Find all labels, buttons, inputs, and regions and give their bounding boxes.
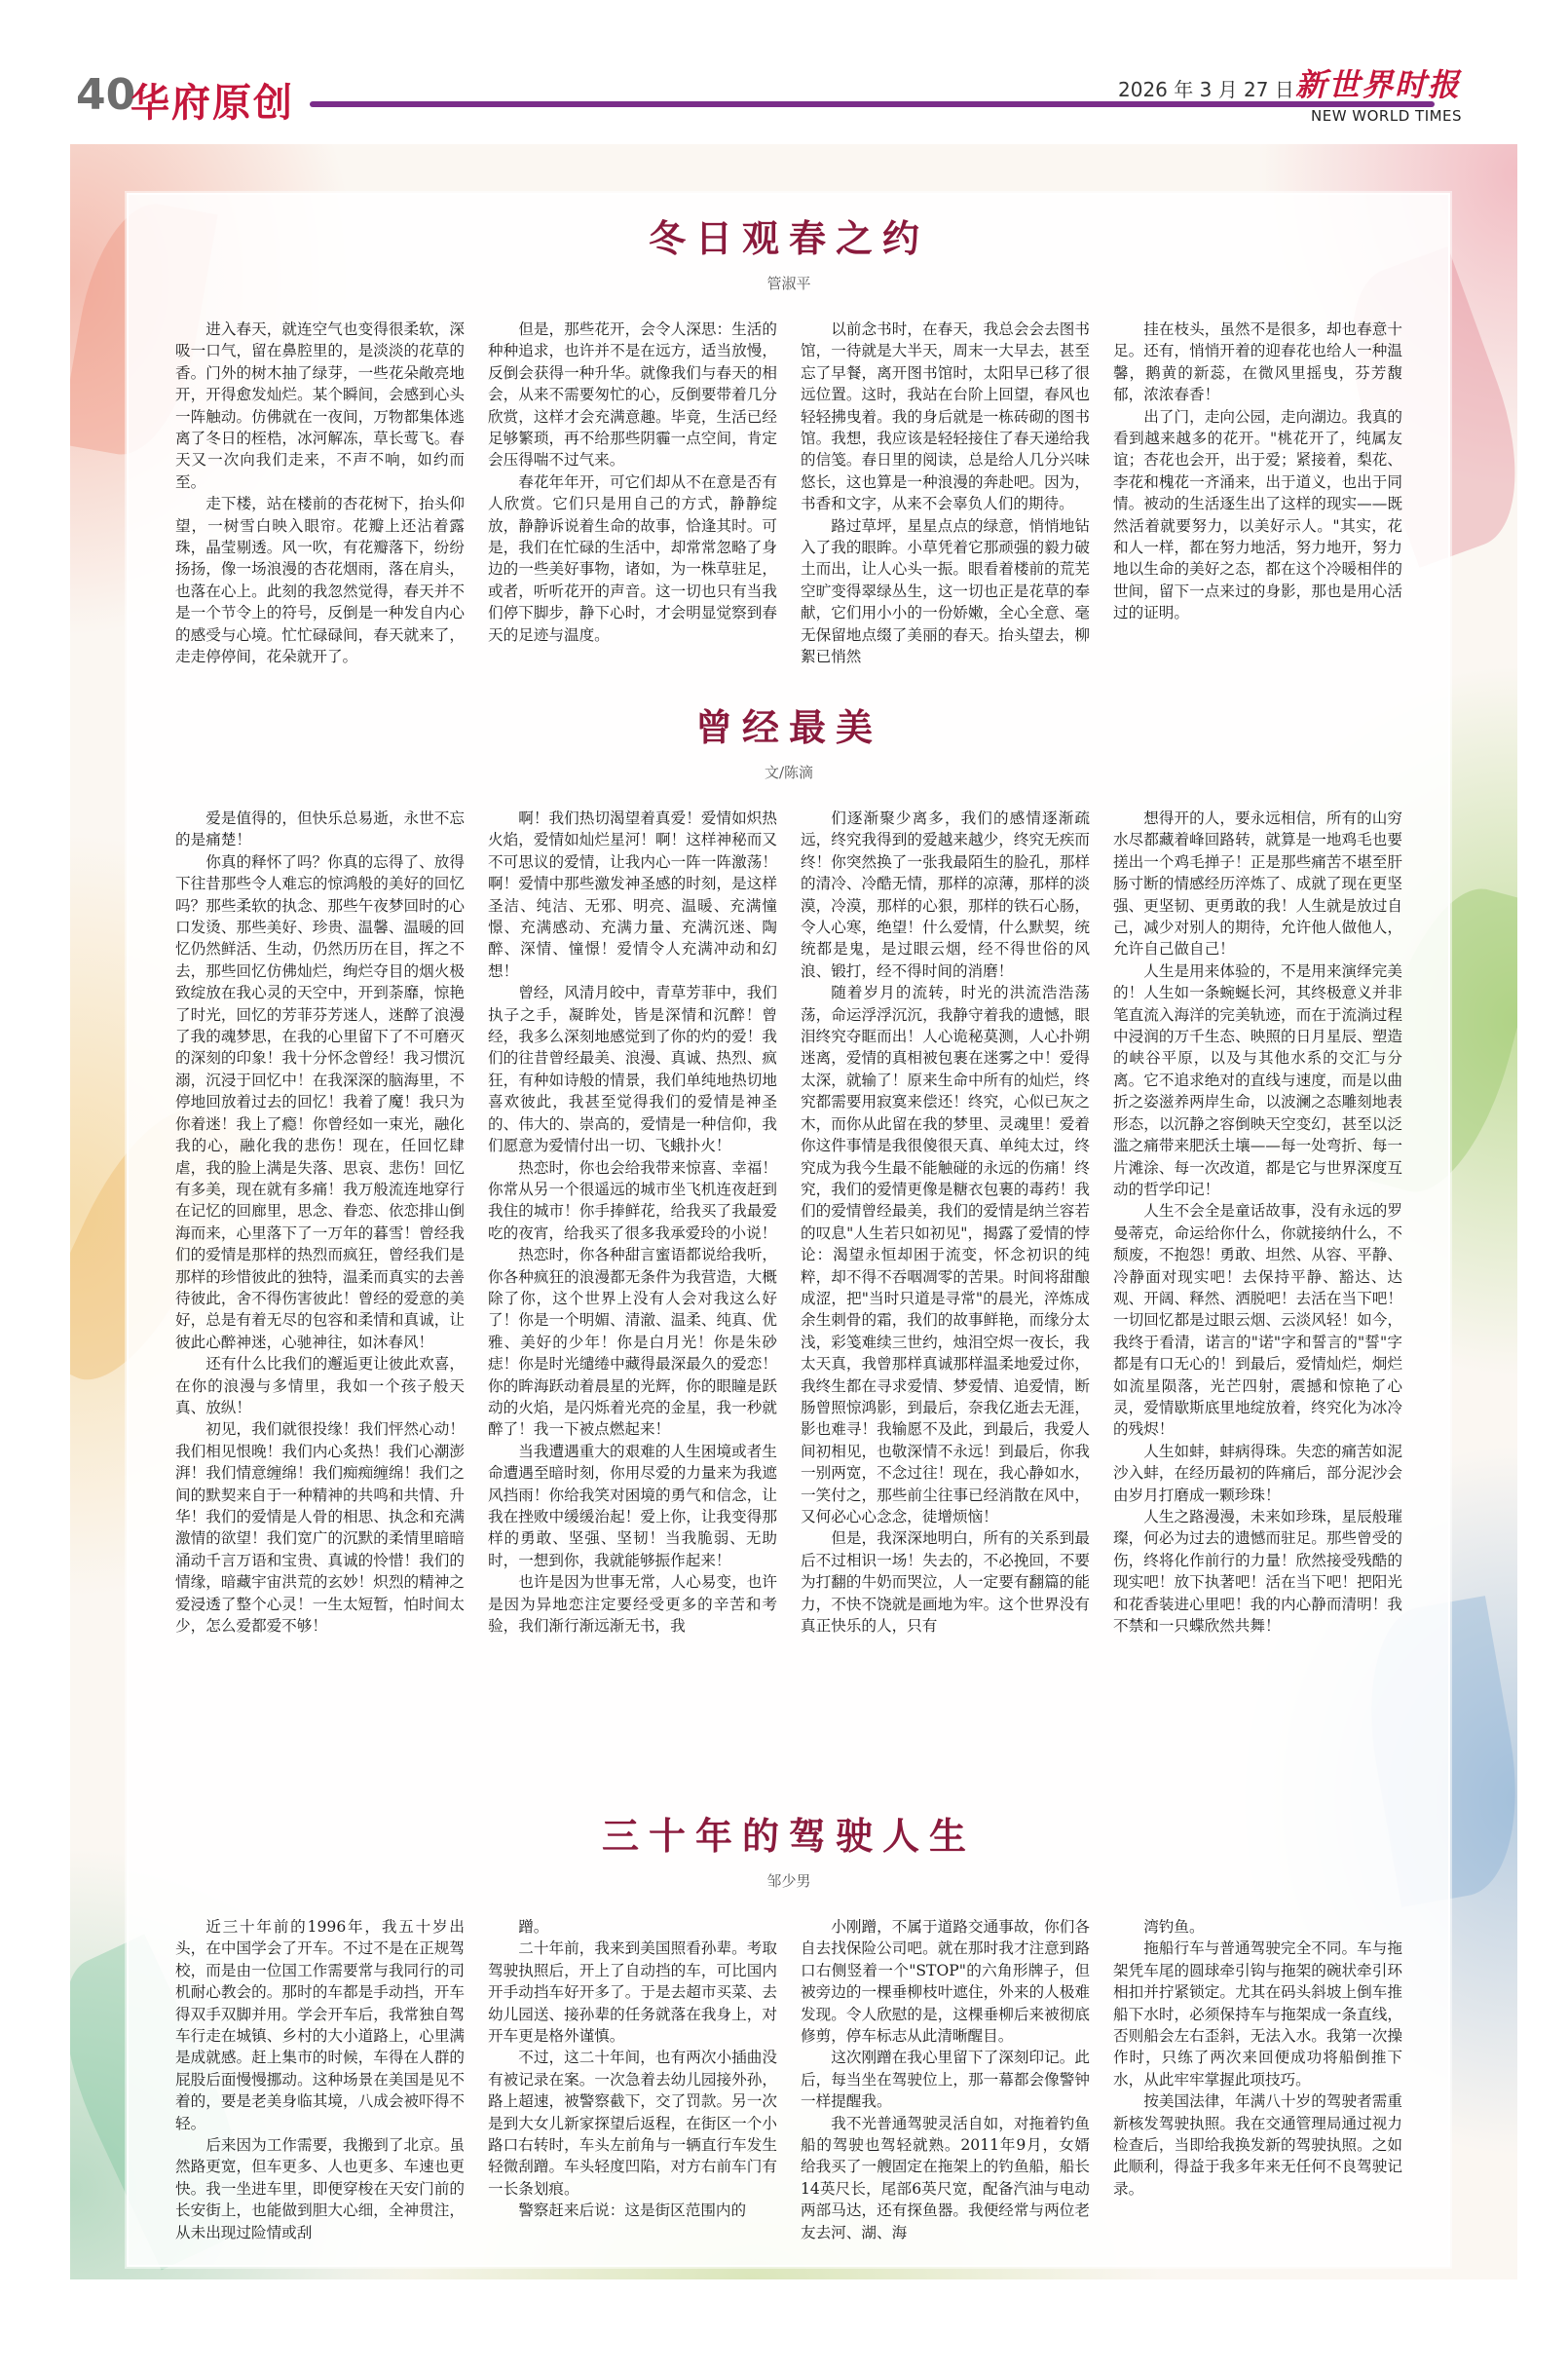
paragraph: 进入春天，就连空气也变得很柔软，深吸一口气，留在鼻腔里的，是淡淡的花草的香。门外的树木抽了绿芽，一些花朵敞亮地开，开得愈发灿烂。某个瞬间，会感到心头一阵触动。仿佛就在一夜间，万物都集体逃离了冬日的桎梏，冰河解冻，草长莺飞。春天又一次向我们走来，不声不响，如约而至。 <box>175 320 465 491</box>
paragraph: 小刚蹭，不属于道路交通事故，你们各自去找保险公司吧。就在那时我才注意到路口右侧竖着一个"STOP"的六角形牌子，但被旁边的一棵垂柳枝叶遮住，外来的人极难发现。令人欣慰的是，这棵垂柳后来被彻底修剪，停车标志从此清晰醒目。 <box>801 1918 1090 2046</box>
paragraph: 还有什么比我们的邂逅更让彼此欢喜，在你的浪漫与多情里，我如一个孩子般天真、放纵！ <box>175 1355 465 1416</box>
article-title: 三十年的驾驶人生 <box>601 1815 976 1858</box>
article-title: 曾经最美 <box>694 706 882 749</box>
paragraph: 走下楼，站在楼前的杏花树下，抬头仰望，一树雪白映入眼帘。花瓣上还沾着露珠，晶莹剔透。风一吹，有花瓣落下，纷纷扬扬，像一场浪漫的杏花烟雨，落在肩头，也落在心上。此刻的我忽然觉得，春天并不是一个节令上的符号，反倒是一种发自内心的感受与心境。忙忙碌碌间，春天就来了，走走停停间，花朵就开了。 <box>175 495 465 666</box>
article-byline: 管淑平 <box>766 275 811 292</box>
text-column <box>801 808 1090 1787</box>
paragraph: 拖船行车与普通驾驶完全不同。车与拖架凭车尾的圆球牵引钩与拖架的碗状牵引环相扣并拧紧锁定。尤其在码头斜坡上倒车推船下水时，必须保持车与拖架成一条直线，否则船会左右歪斜，无法入水。我第一次操作时，只练了两次来回便成功将船倒推下水，从此牢牢掌握此项技巧。 <box>1113 1939 1402 2089</box>
text-column <box>175 319 465 728</box>
paragraph: 人生不会全是童话故事，没有永远的罗曼蒂克，命运给你什么，你就接纳什么，不颓废，不抱怨！勇敢、坦然、从容、平静、冷静面对现实吧！去保持平静、豁达、达观、开阔、释然、洒脱吧！去活在当下吧！一切回忆都是过眼云烟、云淡风轻！如今，我终于看清，诺言的"诺"字和誓言的"誓"字都是有口无心的！到最后，爱情灿烂，炯烂如流星陨落，光芒四射，震撼和惊艳了心灵，爱情歇斯底里地绽放着，终究化为冰冷的残烬！ <box>1113 1202 1402 1439</box>
issue-date: 2026 年 3 月 27 日 <box>1118 78 1294 101</box>
paragraph: 湾钓鱼。 <box>1143 1918 1205 1936</box>
paragraph: 路过草坪，星星点点的绿意，悄悄地钻入了我的眼眸。小草凭着它那顽强的毅力破土而出，让人心头一振。眼看着楼前的荒芜空旷变得翠绿丛生，这一切也正是花草的奉献，它们用小小的一份娇嫩，全心全意、毫无保留地点缀了美丽的春天。抬头望去，柳絮已悄然 <box>801 516 1090 666</box>
newspaper-logo: 新世界时报 <box>1295 66 1462 103</box>
article-body <box>175 319 1402 728</box>
paragraph: 人生如蚌，蚌病得珠。失恋的痛苦如泥沙入蚌，在经历最初的阵痛后，部分泥沙会由岁月打磨成一颗珍珠！ <box>1113 1442 1402 1504</box>
section-title: 华府原创 <box>131 81 294 126</box>
paragraph: 人生之路漫漫，未来如珍珠，星辰般璀璨，何必为过去的遗憾而驻足。那些曾受的伤，终将化作前行的力量！欣然接受残酷的现实吧！放下执著吧！活在当下吧！把阳光和花香装进心里吧！我的内心静而清明！我不禁和一只蝶欣然共舞！ <box>1113 1508 1402 1636</box>
article-winter-spring <box>175 216 1402 666</box>
paragraph: 这次刚蹭在我心里留下了深刻印记。此后，每当坐在驾驶位上，那一幕都会像警钟一样提醒我。 <box>801 2049 1090 2111</box>
paragraph: 警察赶来后说：这是街区范围内的 <box>518 2202 747 2220</box>
text-column <box>488 319 777 728</box>
paragraph: 也许是因为世事无常，人心易变，也许是因为异地恋注定要经受更多的辛苦和考验，我们渐行渐远渐无书，我 <box>488 1573 777 1636</box>
paragraph: 初见，我们就很投缘！我们怦然心动！我们相见恨晚！我们内心炙热！我们心潮澎湃！我们情意缠绵！我们痴痴缠绵！我们之间的默契来自于一种精神的共鸣和共情、升华！我们的爱情是人骨的相思、执念和充满激情的欲望！我们宽广的沉默的柔情里暗暗涌动千言万语和宝贵、真诚的怜惜！我们的情缘，暗藏宇宙洪荒的玄妙！炽烈的精神之爱浸透了整个心灵！一生太短暂，怕时间太少，怎么爱都爱不够！ <box>175 1420 465 1636</box>
article-byline: 邹少男 <box>766 1872 811 1890</box>
paragraph: 二十年前，我来到美国照看孙辈。考取驾驶执照后，开上了自动挡的车，可比国内开手动挡车好开多了。于是去超市买菜、去幼儿园送、接孙辈的任务就落在我身上，对开车更是格外谨慎。 <box>488 1939 777 2046</box>
paragraph: 我不光普通驾驶灵活自如，对拖着钓鱼船的驾驶也驾轻就熟。2011年9月，女婿给我买了一艘固定在拖架上的钓鱼船，船长14英尺长，尾部6英尺宽，配备汽油与电动两部马达，还有探鱼器。我便经常与两位老友去河、湖、海 <box>801 2114 1090 2241</box>
text-column <box>1113 808 1402 1787</box>
paragraph: 不过，这二十年间，也有两次小插曲没有被记录在案。一次急着去幼儿园接外孙，路上超速，被警察截下，交了罚款。另一次是到大女儿新家探望后返程，在街区一个小路口右转时，车头左前角与一辆直行车发生轻微刮蹭。车头轻度凹陷，对方右前车门有一长条划痕。 <box>488 2049 777 2198</box>
article-thirty-years-driving <box>175 1814 1402 2241</box>
paragraph: 热恋时，你也会给我带来惊喜、幸福！你常从另一个很遥远的城市坐飞机连夜赶到我住的城市！你手捧鲜花，给我买了我最爱吃的夜宵，给我买了很多我承爱玲的小说！ <box>488 1158 777 1242</box>
paragraph: 们逐渐聚少离多，我们的感情逐渐疏远，终究我得到的爱越来越少，终究无疾而终！你突然换了一张我最陌生的脸孔，那样的清冷、冷酷无情，那样的凉薄，那样的淡漠，冷漠，那样的心狠，那样的铁石心肠，令人心寒，绝望！什么爱情，什么默契，统统都是鬼，是过眼云烟，经不得世俗的风浪、锻打，经不得时间的消磨！ <box>801 809 1090 980</box>
paragraph: 随着岁月的流转，时光的洪流浩浩荡荡，命运浮浮沉沉，我静守着我的遗憾，眼泪终究夺眶而出！人心诡秘莫测，人心扑朔迷离，爱情的真相被包裹在迷雾之中！爱得太深，就输了！原来生命中所有的灿烂，终究都需要用寂寞来偿还！终究，心似已灰之木，而你从此留在我的梦里、灵魂里！爱着你这件事情是我很傻很天真、单纯太过，终究成为我今生最不能触碰的永远的伤痛！终究，我们的爱情更像是糖衣包裹的毒药！我们的爱情曾经最美，我们的爱情是纳兰容若的叹息"人生若只如初见"，揭露了爱情的悖论：渴望永恒却困于流变，怀念初识的纯粹，却不得不吞咽凋零的苦果。时间将甜酿成涩，把"当时只道是寻常"的晨光，淬炼成余生刺骨的霜，我们的故事鲜艳，而缘分太浅，彩笺难续三世约，烛泪空烬一夜长，我太天真，我曾那样真诚那样温柔地爱过你，我终生都在寻求爱情、梦爱情、追爱情，断肠曾照惊鸿影，到最后，奈我亿逝去无涯，影也难寻！我输愿不及此，到最后，我爱人间初相见，也敬深情不永远！到最后，你我一别两宽，不念过往！现在，我心静如水，一笑付之，那些前尘往事已经消散在风中，又何必心心念念，徒增烦恼！ <box>801 984 1090 1525</box>
paragraph: 蹭。 <box>518 1918 549 1936</box>
paragraph: 但是，那些花开，会令人深思：生活的种种追求，也许并不是在远方，适当放慢，反倒会获得一种升华。就像我们与春天的相会，从来不需要匆忙的心，反倒要带着几分欣赏，这样才会充满意趣。毕竟，生活已经足够繁琐，再不给那些阴霾一点空间，肯定会压得喘不过气来。 <box>488 320 777 470</box>
text-column <box>1113 319 1402 728</box>
paragraph: 但是，我深深地明白，所有的关系到最后不过相识一场！失去的，不必挽回，不要为打翻的牛奶而哭泣，人一定要有翻篇的能力，不快不饶就是画地为牢。这个世界没有真正快乐的人，只有 <box>801 1529 1090 1636</box>
paragraph: 春花年年开，可它们却从不在意是否有人欣赏。它们只是用自己的方式，静静绽放，静静诉说着生命的故事，恰逢其时。可是，我们在忙碌的生活中，却常常忽略了身边的一些美好事物，诸如，为一株草驻足，或者，听听花开的声音。这一切也只有当我们停下脚步，静下心时，才会明显觉察到春天的足迹与温度。 <box>488 472 777 644</box>
paragraph: 出了门，走向公园，走向湖边。我真的看到越来越多的花开。"桃花开了，纯属友谊；杏花也会开，出于爱；紧接着，梨花、李花和槐花一齐涌来，出于道义，也出于同情。被动的生活逐生出了这样的现实——既然活着就要努力，以美好示人。"其实，花和人一样，都在努力地活，努力地开，努力地以生命的美好之态，都在这个冷暖相伴的世间，留下一点来过的身影，那也是用心活过的证明。 <box>1113 407 1402 622</box>
paragraph: 曾经，风清月皎中，青草芳菲中，我们执子之手，凝眸处，皆是深情和沉醉！曾经，我多么深刻地感觉到了你的灼的爱！我们的往昔曾经最美、浪漫、真诚、热烈、疯狂，有种如诗般的情景，我们单纯地热切地喜欢彼此，我甚至觉得我们的爱情是神圣的、伟大的、崇高的，爱情是一种信仰，我们愿意为爱情付出一切、飞蛾扑火！ <box>488 984 777 1155</box>
text-column <box>175 808 465 1787</box>
text-column <box>488 1916 777 2286</box>
text-column <box>801 1916 1090 2286</box>
article-body <box>175 1916 1402 2286</box>
article-title: 冬日观春之约 <box>648 217 929 260</box>
paragraph: 想得开的人，要永远相信，所有的山穷水尽都藏着峰回路转，就算是一地鸡毛也要搓出一个鸡毛掸子！正是那些痛苦不堪至肝肠寸断的情感经历淬炼了、成就了现在更坚强、更坚韧、更勇敢的我！人生就是放过自己，减少对别人的期待，允许他人做他人，允许自己做自己！ <box>1113 809 1402 959</box>
masthead <box>0 0 1568 146</box>
paragraph: 热恋时，你各种甜言蜜语都说给我听，你各种疯狂的浪漫都无条件为我营造，大概除了你，这个世界上没有人会对我这么好了！你是一个明媚、清澈、温柔、纯真、优雅、美好的少年！你是白月光！你是朱砂痣！你是时光缱绻中藏得最深最久的爱恋！你的眸海跃动着晨星的光辉，你的眼瞳是跃动的火焰，是闪烁着光亮的金星，我一秒就醉了！我一下被点燃起来！ <box>488 1246 777 1439</box>
paragraph: 近三十年前的1996年，我五十岁出头，在中国学会了开车。不过不是在正规驾校，而是由一位国工作需要常与我同行的司机耐心教会的。那时的车都是手动挡，开车得双手双脚并用。学会开车后，我常独自驾车行走在城镇、乡村的大小道路上，心里满是成就感。赶上集市的时候，车得在人群的屁股后面慢慢挪动。这种场景在美国是见不着的，要是老美身临其境，八成会被吓得不轻。 <box>175 1918 465 2132</box>
newspaper-name-en: NEW WORLD TIMES <box>1311 107 1463 125</box>
paragraph: 挂在枝头，虽然不是很多，却也春意十足。还有，悄悄开着的迎春花也给人一种温馨，鹅黄的新蕊，在微风里摇曳，芬芳馥郁，浓浓春香！ <box>1113 320 1402 404</box>
paragraph: 以前念书时，在春天，我总会会去图书馆，一待就是大半天，周末一大早去，甚至忘了早餐，离开图书馆时，太阳早已移了很远位置。这时，我站在台阶上回望，春风也轻轻拂曳着。我的身后就是一栋砖砌的图书馆。我想，我应该是轻轻接住了春天递给我的信笺。春日里的阅读，总是给人几分兴味悠长，这也算是一种浪漫的奔赴吧。因为，书香和文字，从来不会辜负人们的期待。 <box>801 320 1090 513</box>
paragraph: 人生是用来体验的，不是用来演绎完美的！人生如一条蜿蜒长河，其终极意义并非笔直流入海洋的完美轨迹，而在于流淌过程中浸润的万千生态、映照的日月星辰、塑造的峡谷平原，以及与其他水系的交汇与分离。它不追求绝对的直线与速度，而是以曲折之姿滋养两岸生命，以波澜之态雕刻地表形态，以沉静之容倒映天空变幻，甚至以泛滥之痛带来肥沃土壤——每一处弯折、每一片滩涂、每一次改道，都是它与世界深度互动的哲学印记！ <box>1113 961 1402 1198</box>
article-once-most-beautiful <box>175 705 1402 1636</box>
paragraph: 你真的释怀了吗？你真的忘得了、放得下往昔那些令人难忘的惊鸿般的美好的回忆吗？那些柔软的执念、那些午夜梦回时的心口发烫、那些美好、珍贵、温馨、温暖的回忆仍然鲜活、生动，仍然历历在目，挥之不去，那些回忆仿佛灿烂，绚烂夺目的烟火极致绽放在我心灵的天空中，开到荼靡，惊艳了时光，回忆的芳菲芬芳迷人，迷醉了浪漫了我的魂梦思，在我的心里留下了不可磨灭的深刻的印象！我十分怀念曾经！我习惯沉溺，沉浸于回忆中！在我深深的脑海里，不停地回放着过去的回忆！我着了魔！我只为你着迷！我上了瘾！你曾经如一束光，融化我的心，融化我的悲伤！现在，任回忆肆虐，我的脸上满是失落、思哀、悲伤！回忆有多美，现在就有多痛！我万般流连地穿行在记忆的回廊里，思念、眷恋、依恋排山倒海而来，心里落下了一万年的暮雪！曾经我们的爱情是那样的热烈而疯狂，曾经我们是那样的珍惜彼此的独特，温柔而真实的去善待彼此，舍不得伤害彼此！曾经的爱意的美好，总是有着无尽的包容和柔情和真诚，让彼此心醉神迷，心驰神往，如沐春风！ <box>175 852 465 1351</box>
text-column <box>175 1916 465 2286</box>
paragraph: 啊！我们热切渴望着真爱！爱情如炽热火焰，爱情如灿烂星河！啊！这样神秘而又不可思议的爱情，让我内心一阵一阵激荡！啊！爱情中那些激发神圣感的时刻，是这样圣洁、纯洁、无邪、明亮、温暖、充满憧憬、充满感动、充满力量、充满沉迷、陶醉、深情、憧憬！爱情令人充满冲动和幻想！ <box>488 809 777 980</box>
paragraph: 按美国法律，年满八十岁的驾驶者需重新核发驾驶执照。我在交通管理局通过视力检查后，当即给我换发新的驾驶执照。之如此顺利，得益于我多年来无任何不良驾驶记录。 <box>1113 2092 1402 2198</box>
text-column <box>488 808 777 1787</box>
paragraph: 爱是值得的，但快乐总易逝，永世不忘的是痛楚！ <box>175 809 465 849</box>
text-column <box>1113 1916 1402 2286</box>
paragraph: 后来因为工作需要，我搬到了北京。虽然路更宽，但车更多、人也更多、车速也更快。我一坐进车里，即便穿梭在天安门前的长安街上，也能做到胆大心细，全神贯注，从未出现过险情或刮 <box>175 2136 465 2241</box>
text-column <box>801 319 1090 728</box>
article-body <box>175 808 1402 1787</box>
page-number: 40 <box>76 70 136 120</box>
paragraph: 当我遭遇重大的艰难的人生困境或者生命遭遇至暗时刻，你用尽爱的力量来为我遮风挡雨！你给我笑对困境的勇气和信念，让我在挫败中缓缓治起！爱上你，让我变得那样的勇敢、坚强、坚韧！当我脆弱、无助时，一想到你，我就能够振作起来！ <box>488 1442 777 1569</box>
article-byline: 文/陈滴 <box>764 764 814 781</box>
